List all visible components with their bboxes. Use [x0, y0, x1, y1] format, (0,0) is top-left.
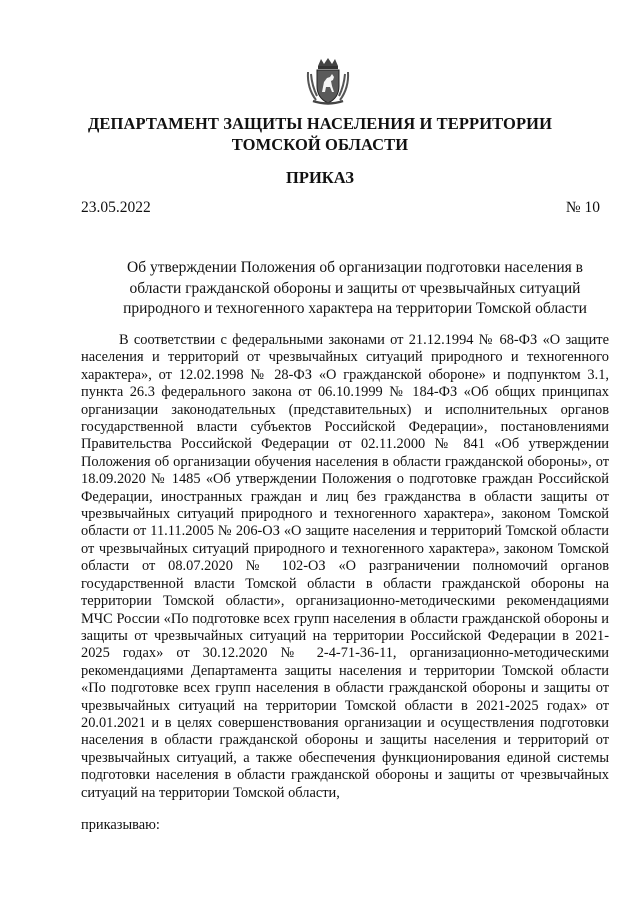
department-name-line2: ТОМСКОЙ ОБЛАСТИ	[231, 135, 409, 154]
subject-line2: области гражданской обороны и защиты от чрезвычайных ситуаций	[129, 279, 581, 297]
coat-of-arms-icon	[305, 56, 351, 106]
closing-word: приказываю:	[81, 817, 160, 833]
document-type: ПРИКАЗ	[286, 168, 354, 187]
department-name	[0, 113, 640, 155]
subject-line3: природного и техногенного характера на территории Томской области	[123, 300, 587, 317]
order-date: 23.05.2022	[81, 199, 151, 216]
preamble-paragraph: В соответствии с федеральными законами от 21.12.1994 № 68-ФЗ «О защите населения и территорий от чрезвычайных ситуаций природного и техногенного характера», от 12.02.1998 № 28-ФЗ «О гражданской обороне» и подпунктом 3.1, пункта 26.3 федерального закона от 06.10.1999 № 184-ФЗ «Об общих принципах организации законодательных (представительных) и исполнительных органов государственной власти субъектов Российской Федерации», постановлениями Правительства Российской Федерации от 02.11.2000 № 841 «Об утверждении Положения об организации обучения населения в области гражданской обороны», от 18.09.2020 № 1485 «Об утверждении Положения о подготовке граждан Российской Федерации, иностранных граждан и лиц без гражданства в области защиты от чрезвычайных ситуаций природного и техногенного характера», законом Томской области от 11.11.2005 № 206-ОЗ «О защите населения и территорий Томской области от чрезвычайных ситуаций природного и техногенного характера», законом Томской области от 08.07.2020 № 102-ОЗ «О разграничении полномочий органов государственной власти Томской области в области гражданской обороны на территории Томской области», организационно-методическими рекомендациями МЧС России «По подготовке всех групп населения в области гражданской обороны и защиты от чрезвычайных ситуаций на территории Российской Федерации в 2021-2025 годах» от 30.12.2020 № 2-4-71-36-11, организационно-методическими рекомендациями Департамента защиты населения и территории Томской области «По подготовке всех групп населения в области гражданской обороны и защиты от чрезвычайных ситуаций на территории Томской области в 2021-2025 годах» от 20.01.2021 и в целях совершенствования организации и осуществления подготовки населения в области гражданской обороны и защиты населения и территорий от чрезвычайных ситуаций, а также обеспечения функционирования единой системы подготовки населения в области гражданской обороны и защиты от чрезвычайных ситуаций на территории Томской области,	[81, 332, 609, 801]
subject-line1: Об утверждении Положения об организации подготовки населения в	[127, 259, 583, 276]
order-subject	[115, 258, 595, 320]
department-name-line1: ДЕПАРТАМЕНТ ЗАЩИТЫ НАСЕЛЕНИЯ И ТЕРРИТОРИИ	[87, 114, 552, 133]
order-number: № 10	[565, 199, 600, 216]
